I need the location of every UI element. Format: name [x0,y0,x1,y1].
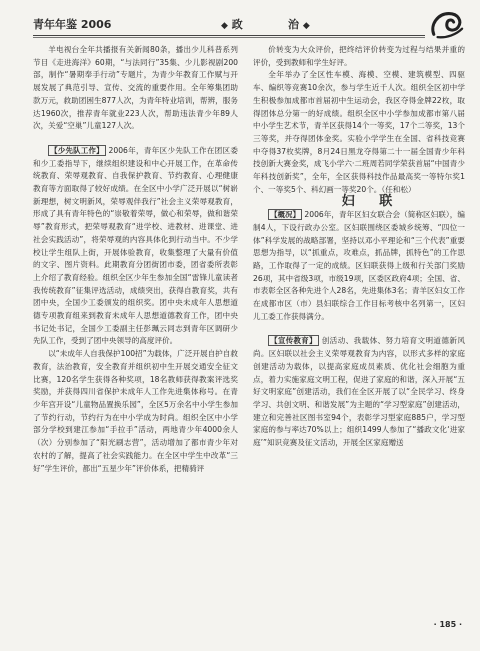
diamond-icon: ◆ [302,21,310,31]
yearbook-title: 青年年鉴 2006 [33,18,112,31]
paragraph-young-pioneers: 【少先队工作】 2006年，青年区少先队工作在团区委和少工委指导下，继续组织建设和中心开展工作，在革命传统教育、荣辱观教育、自我保护教育、节约教育、心理健康教育等方面取得了较好成绩。在全区中小学广泛开展以“树崭新理想，树文明新风，荣辱观伴我行”社会主义荣辱观教育，形成了具有青年特色的“崇敬着荣辱，做心和荣辱，做和谐荣辱”教育形式，把荣辱观教育“进学校、进教材、进课堂、进社会实践活动”，将荣辱观的内容具体化到行动当中。不少学校让学生组队上街，开展体验教育，收集整理了大量有价值的文字、图片资料。此期教育分团街团市委，团省委所表彰上介绍了教育经验。组织全区少年生参加全国“雷锋儿童读者我传统教育”征集评选活动，成绩突出，获得自教育奖，共有团中央，全国少工委颁发的组织奖。团中央未成年人思想道德专项教育组来到教育未成年人思想道德教育工作，团中央书记处书记，全国少工委副主任彭珮云同志到青年区调研少先队工作，受到了团中央领导的高度评价。 [33,145,238,346]
section-heading: 妇 联 [341,194,403,210]
page-header [33,8,465,38]
header-rule [33,35,425,36]
section-char-1: 政 [231,18,243,31]
section-label-left [221,16,243,32]
section-tag: 【宣传教育】 [270,336,317,346]
paragraph: 全年举办了全区性车模、海模、空模、建筑模型、四驱车、编织等竞赛10余次，参与学生近千人次。组织全区初中学生积极参加成都市首届初中生运动会，我区夺得金牌22枚，取得团体总分第一的好成绩。组织全区中小学参加成都市第八届中小学生艺术节，青羊区获得14个一等奖，17个二等奖，13个三等奖，并夺得团体金奖。实验小学学生在全国、省科技竞赛中夺得37枚奖牌，8月24日黑龙夺得第二十一届全国青少年科技创新大赛金奖，成飞小学六·二班周若同学荣获首届“中国青少年科技创新奖”，全年，全区获得科技作品最高奖一等特尔奖1个、一等奖5个、科幻画一等奖20个。（任和松） [253,70,465,194]
section-char-2: 治 [288,18,299,31]
paragraph: 价转变为大众评价，把终结评价转变为过程与结果并重的评价，受到教师和学生好评。 [253,45,465,67]
page-number: · 185 · [433,620,462,629]
left-column [33,44,238,475]
right-column [253,44,465,450]
paragraph: 羊电视台全年共播报有关新闻80条，播出少儿科普系列节目《走进海洋》60期，“与法同行”35集、少儿影视剧200部，制作“暑期奉手行动”专题片，为青少年教育工作赋与开展发展了典范引导、宣传、交流的重要作用。全年筹集团助款万元，救助团困生877人次，为青年特业培训，帮辨，服务达1960次，推荐青年就业223人次，帮助违法青少年89人次，关爱“空巢”儿童127人次。 [33,45,238,131]
paragraph-overview: 【概况】 2006年，青年区妇女联合会（简称区妇联），编制4人，下设行政办公室。区妇联围绕区委城乡统筹、“四位一体”科学发展的战略部署，坚持以邓小平理论和“三个代表”重要思想为指导，以“抓重点，攻难点，抓品牌，抓特色”的工作思路，工作取得了一定的成绩。区妇联获得上级和行关部门奖励26项，其中省级3项，市级19项，区委区政府4项；全国、省、市表彰全区各种先进个人28名，先进集体3名；青羊区妇女工作在成都市区（市）县妇联综合工作目标考核中名列第一，区妇儿工委工作获得满分。 [253,210,465,321]
paragraph-publicity: 【宣传教育】 创活动、我载体、努力培育文明道德新风尚。区妇联以社会主义荣辱观教育为内容，以形式多样的家庭创建活动为载体，以提高家庭成员素质、优化社会细胞为重点，着力实施家庭文明工程，促进了家庭的和谐，深入开展“五好文明家庭”创建活动，我们在全区开展了以“全民学习、终身学习、共创文明、和谐发展”为主题的“学习型家庭”创建活动，建立和完善社区图书室94个，表彰学习型家庭885户，学习型家庭的参与率达70%以上；组织1499人参加了“播政文化‘进家庭’”知识竞赛及征文活动，开展全区家庭赠送 [253,336,465,448]
section-label-right [288,16,310,32]
paragraph: 以“未成年人自我保护100招”为载体，广泛开展自护自救教育，法治教育，安全教育并组织初中生开展交通安全征文比赛，120名学生获得各种奖项，18名教师获得教案评选奖奖励，并获得四川省保护未成年人工作先进集体称号。在青少年宫开设“儿童物品置换乐园”，全区5万余名中小学生参加了节约行动，节约行为在中小学成为时尚。组织全区中小学部分学校到建江参加“手拉手”活动，两地青少年4000余人（次）分别参加了“阳光刷志营”，活动增加了都市青少年对农村的了解，提高了社会实践能力。在全区中学生中改革“三好”学生评价，都出“五星少年”评价体系，把精骑评 [33,349,238,473]
section-tag: 【概况】 [270,210,300,220]
diamond-icon: ◆ [221,21,228,31]
swirl-logo-icon [428,6,466,40]
section-tag: 【少先队工作】 [50,145,104,155]
header-rule-thin [33,37,425,38]
